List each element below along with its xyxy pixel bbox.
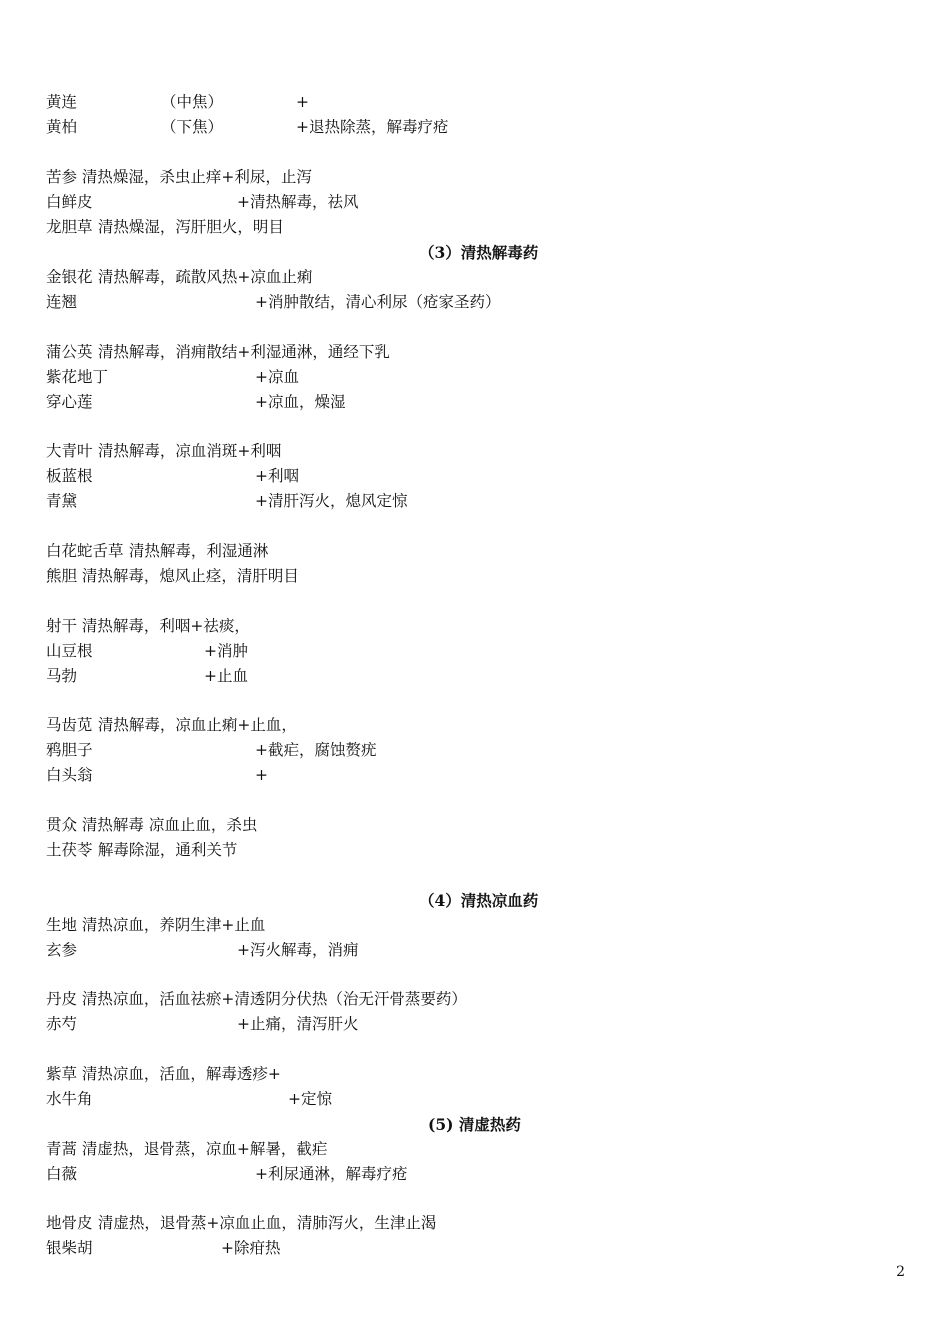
text-line	[46, 1087, 332, 1112]
herb-name: 白鲜皮	[46, 193, 93, 211]
herb-extra: +消肿	[204, 642, 248, 660]
text-line	[46, 564, 299, 589]
herb-name: 丹皮	[46, 990, 78, 1008]
herb-name: 大青叶	[46, 442, 93, 460]
herb-text: 清虚热，退骨蒸，凉血+解暑，截疟	[77, 1140, 328, 1158]
herb-name: 白薇	[46, 1165, 78, 1183]
text-line	[46, 813, 258, 838]
text-line	[46, 987, 467, 1012]
text-line	[46, 190, 359, 215]
text-line	[46, 489, 408, 514]
text-line	[46, 763, 268, 788]
text-line	[46, 1062, 281, 1087]
herb-name: 穿心莲	[46, 393, 93, 411]
herb-name: 赤芍	[46, 1015, 78, 1033]
herb-extra: +利咽	[255, 467, 299, 485]
herb-text: 清热凉血，活血祛瘀+清透阴分伏热（治无汗骨蒸要药）	[77, 990, 467, 1008]
text-line	[46, 115, 449, 140]
herb-name: 马齿苋	[46, 716, 93, 734]
herb-name: 白花蛇舌草	[46, 542, 124, 560]
herb-name: 射干	[46, 617, 78, 635]
text-line	[46, 365, 299, 390]
text-line	[46, 913, 266, 938]
herb-note: （下焦）	[161, 118, 224, 136]
herb-text: 清热解毒，熄风止痉，清肝明目	[77, 567, 299, 585]
herb-text: 清虚热，退骨蒸+凉血止血，清肺泻火，生津止渴	[93, 1214, 437, 1232]
herb-extra: +清热解毒，祛风	[237, 193, 359, 211]
text-line	[46, 938, 359, 963]
text-line	[46, 290, 501, 315]
herb-name: 土茯苓	[46, 841, 93, 859]
text-line	[46, 215, 284, 240]
herb-name: 紫花地丁	[46, 368, 109, 386]
text-line	[46, 1137, 328, 1162]
text-line	[46, 539, 269, 564]
text-line	[46, 1162, 408, 1187]
herb-name: 紫草	[46, 1065, 78, 1083]
herb-extra: +	[296, 93, 309, 111]
herb-name: 白头翁	[46, 766, 93, 784]
text-line	[46, 464, 299, 489]
herb-extra: +清肝泻火，熄风定惊	[255, 492, 408, 510]
herb-note: （中焦）	[161, 93, 224, 111]
herb-name: 黄连	[46, 93, 78, 111]
page-number: 2	[896, 1264, 905, 1280]
herb-name: 苦参	[46, 168, 78, 186]
herb-name: 生地	[46, 916, 78, 934]
herb-name: 贯众	[46, 816, 78, 834]
herb-name: 青蒿	[46, 1140, 78, 1158]
herb-text: 清热凉血，活血，解毒透疹+	[77, 1065, 281, 1083]
text-line	[46, 1012, 359, 1037]
herb-name: 地骨皮	[46, 1214, 93, 1232]
text-line	[46, 1236, 281, 1261]
herb-name: 板蓝根	[46, 467, 93, 485]
herb-name: 龙胆草	[46, 218, 93, 236]
text-line	[46, 713, 297, 738]
herb-extra: +凉血	[255, 368, 299, 386]
text-line	[46, 439, 282, 464]
herb-extra: +止血	[204, 667, 248, 685]
section-heading: （3）清热解毒药	[419, 243, 539, 262]
herb-extra: +泻火解毒，消痈	[237, 941, 359, 959]
herb-text: 清热燥湿，泻肝胆火，明目	[93, 218, 284, 236]
text-line	[46, 165, 312, 190]
herb-name: 连翘	[46, 293, 78, 311]
herb-name: 玄参	[46, 941, 78, 959]
text-line	[46, 838, 238, 863]
text-line	[46, 390, 346, 415]
text-line	[46, 738, 377, 763]
section-heading: (5) 清虚热药	[428, 1115, 521, 1134]
herb-text: 清热解毒，疏散风热+凉血止痢	[93, 268, 313, 286]
herb-name: 金银花	[46, 268, 93, 286]
text-line	[46, 1211, 437, 1236]
herb-name: 山豆根	[46, 642, 93, 660]
herb-text: 清热解毒，凉血止痢+止血，	[93, 716, 297, 734]
herb-name: 青黛	[46, 492, 78, 510]
herb-name: 熊胆	[46, 567, 78, 585]
text-line	[46, 614, 250, 639]
text-line	[46, 639, 248, 664]
herb-extra: +利尿通淋，解毒疗疮	[255, 1165, 408, 1183]
herb-text: 清热解毒，消痈散结+利湿通淋，通经下乳	[93, 343, 390, 361]
text-line	[46, 90, 309, 115]
herb-text: 清热解毒，利湿通淋	[124, 542, 269, 560]
text-line	[46, 265, 313, 290]
herb-name: 黄柏	[46, 118, 78, 136]
herb-extra: +除疳热	[221, 1239, 281, 1257]
herb-name: 水牛角	[46, 1090, 93, 1108]
herb-text: 清热解毒，利咽+祛痰，	[77, 617, 250, 635]
herb-extra: +退热除蒸，解毒疗疮	[296, 118, 449, 136]
herb-text: 清热凉血，养阴生津+止血	[77, 916, 266, 934]
herb-extra: +截疟，腐蚀赘疣	[255, 741, 377, 759]
herb-extra: +止痛，清泻肝火	[237, 1015, 359, 1033]
herb-name: 银柴胡	[46, 1239, 93, 1257]
herb-extra: +凉血，燥湿	[255, 393, 346, 411]
herb-name: 鸦胆子	[46, 741, 93, 759]
section-heading: （4）清热凉血药	[419, 891, 539, 910]
herb-text: 清热解毒，凉血消斑+利咽	[93, 442, 282, 460]
herb-text: 解毒除湿，通利关节	[93, 841, 238, 859]
herb-text: 清热燥湿，杀虫止痒+利尿，止泻	[77, 168, 312, 186]
herb-extra: +	[255, 766, 268, 784]
herb-text: 清热解毒 凉血止血，杀虫	[77, 816, 258, 834]
text-line	[46, 340, 390, 365]
herb-name: 马勃	[46, 667, 78, 685]
herb-extra: +定惊	[288, 1090, 332, 1108]
text-line	[46, 664, 248, 689]
herb-name: 蒲公英	[46, 343, 93, 361]
herb-extra: +消肿散结，清心利尿（疮家圣药）	[255, 293, 501, 311]
